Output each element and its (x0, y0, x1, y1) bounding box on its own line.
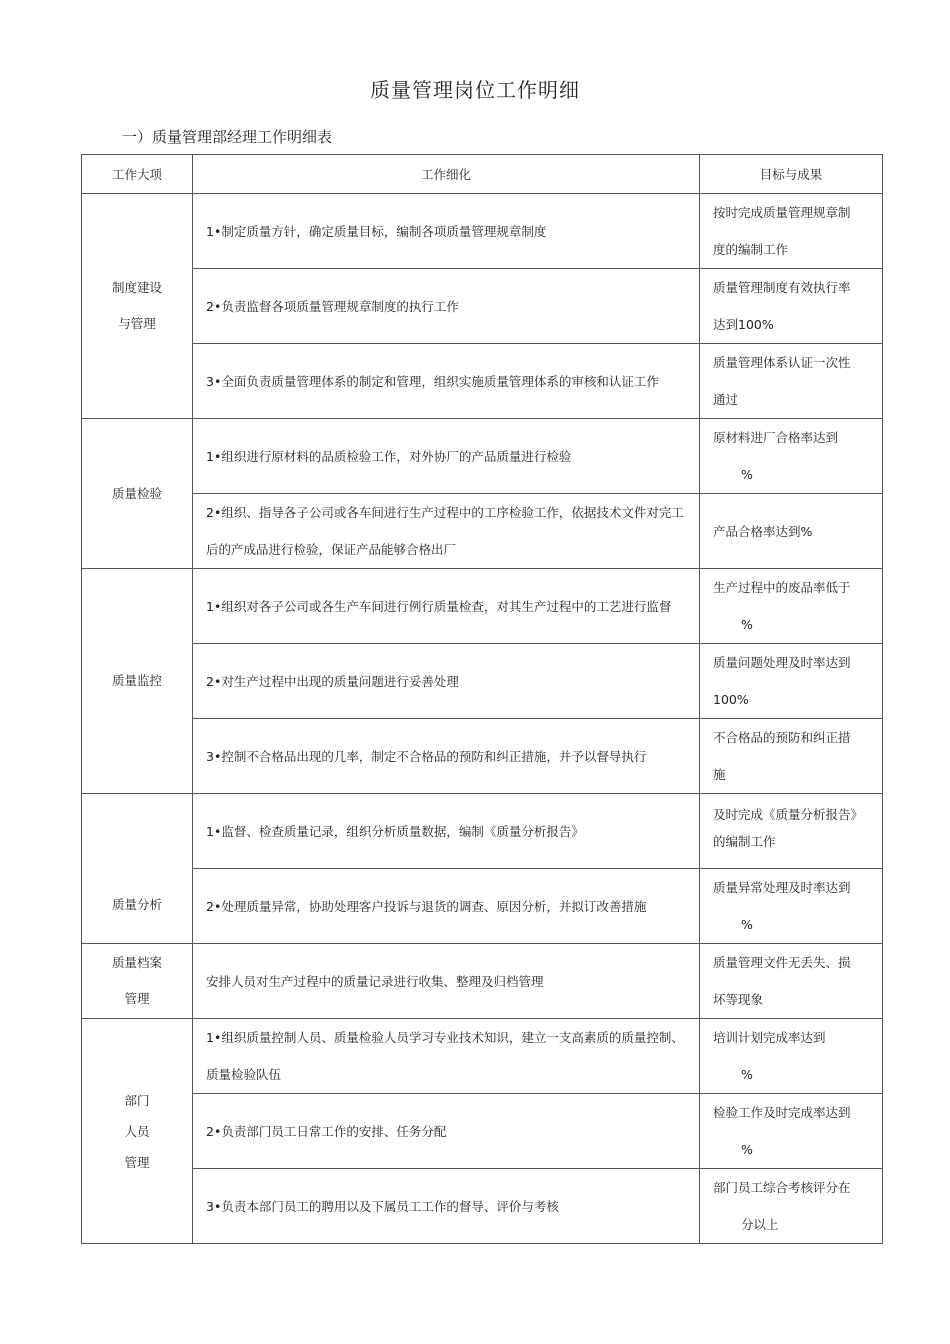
category-cell (82, 569, 193, 794)
result-line: % (741, 467, 753, 482)
result-line: 质量管理文件无丢失、损 (713, 955, 851, 970)
category-cell (82, 944, 193, 1019)
detail-cell: 2•组织、指导各子公司或各车间进行生产过程中的工序检验工作，依据技术文件对完工后的产成品进行检验，保证产品能够合格出厂 (193, 494, 700, 569)
table-row (82, 344, 883, 419)
category-line: 质量检验 (111, 485, 162, 501)
result-line: % (741, 617, 753, 632)
detail-cell: 1•组织对各子公司或各生产车间进行例行质量检查，对其生产过程中的工艺进行监督 (193, 569, 700, 644)
result-line: 不合格品的预防和纠正措 (713, 730, 851, 745)
result-line: 施 (713, 767, 726, 782)
result-line: 达到100% (713, 317, 774, 332)
category-cell (82, 194, 193, 419)
table-header-row (82, 155, 883, 194)
category-line: 管理 (124, 1154, 150, 1170)
detail-cell: 1•组织进行原材料的品质检验工作，对外协厂的产品质量进行检验 (193, 419, 700, 494)
result-line: 质量管理制度有效执行率 (713, 280, 851, 295)
table-row (82, 419, 883, 494)
category-line: 与管理 (118, 316, 156, 331)
category-line: 质量监控 (111, 673, 162, 688)
category-line: 部门 (124, 1092, 150, 1108)
result-line: 部门员工综合考核评分在 (713, 1180, 851, 1195)
result-cell (700, 344, 883, 419)
detail-cell: 2•负责监督各项质量管理规章制度的执行工作 (193, 269, 700, 344)
result-line: 检验工作及时完成率达到 (713, 1105, 851, 1120)
result-line: 原材料进厂合格率达到 (713, 430, 839, 445)
result-line: % (741, 1142, 753, 1157)
result-line: 及时完成《质量分析报告》 (713, 807, 864, 822)
header-detail: 工作细化 (193, 155, 700, 194)
category-line: 质量档案 (111, 955, 162, 970)
detail-cell: 1•制定质量方针，确定质量目标，编制各项质量管理规章制度 (193, 194, 700, 269)
result-line: 培训计划完成率达到 (713, 1030, 826, 1045)
detail-cell: 安排人员对生产过程中的质量记录进行收集、整理及归档管理 (193, 944, 700, 1019)
result-line: 按时完成质量管理规章制 (713, 205, 851, 220)
table-row (82, 794, 883, 869)
result-cell (700, 269, 883, 344)
result-cell (700, 419, 883, 494)
category-line: 人员 (124, 1123, 150, 1139)
table-row (82, 644, 883, 719)
table-row (82, 1169, 883, 1244)
table-row (82, 1094, 883, 1169)
table-row (82, 569, 883, 644)
job-detail-table (81, 154, 883, 1244)
section-subtitle: 一）质量管理部经理工作明细表 (122, 128, 333, 146)
result-cell (700, 1169, 883, 1244)
result-cell (700, 1019, 883, 1094)
result-line: 产品合格率达到% (713, 523, 813, 539)
category-line: 质量分析 (111, 897, 162, 912)
detail-cell: 3•负责本部门员工的聘用以及下属员工工作的督导、评价与考核 (193, 1169, 700, 1244)
detail-cell: 2•处理质量异常，协助处理客户投诉与退货的调查、原因分析，并拟订改善措施 (193, 869, 700, 944)
result-cell (700, 569, 883, 644)
result-cell (700, 194, 883, 269)
category-cell (82, 794, 193, 944)
table-row (82, 719, 883, 794)
table-row (82, 194, 883, 269)
result-line: % (741, 917, 753, 932)
table-row (82, 1019, 883, 1094)
detail-cell: 3•控制不合格品出现的几率，制定不合格品的预防和纠正措施，并予以督导执行 (193, 719, 700, 794)
detail-cell: 2•对生产过程中出现的质量问题进行妥善处理 (193, 644, 700, 719)
result-line: % (741, 1067, 753, 1082)
result-cell (700, 869, 883, 944)
category-cell (82, 1019, 193, 1244)
result-line: 质量问题处理及时率达到 (713, 655, 851, 670)
result-line: 坏等现象 (713, 992, 764, 1007)
category-cell (82, 419, 193, 569)
result-line: 通过 (713, 392, 739, 407)
table-row (82, 944, 883, 1019)
page-title: 质量管理岗位工作明细 (370, 78, 580, 102)
table-row (82, 869, 883, 944)
category-line: 制度建设 (111, 280, 162, 295)
result-cell (700, 944, 883, 1019)
detail-cell: 3•全面负责质量管理体系的制定和管理，组织实施质量管理体系的审核和认证工作 (193, 344, 700, 419)
result-line: 分以上 (741, 1217, 779, 1232)
result-line: 质量管理体系认证一次性 (713, 355, 851, 370)
detail-cell: 1•监督、检查质量记录，组织分析质量数据，编制《质量分析报告》 (193, 794, 700, 869)
result-cell (700, 719, 883, 794)
result-line: 度的编制工作 (713, 242, 789, 257)
header-result: 目标与成果 (700, 155, 883, 194)
result-line: 生产过程中的废品率低于 (713, 580, 851, 595)
result-cell (700, 1094, 883, 1169)
result-cell (700, 494, 883, 569)
category-line: 管理 (124, 991, 150, 1006)
result-line: 的编制工作 (713, 834, 776, 849)
table-row (82, 269, 883, 344)
table-row (82, 494, 883, 569)
header-category: 工作大项 (82, 155, 193, 194)
detail-cell: 2•负责部门员工日常工作的安排、任务分配 (193, 1094, 700, 1169)
result-line: 100% (713, 692, 749, 707)
result-cell (700, 644, 883, 719)
result-cell (700, 794, 883, 869)
detail-cell: 1•组织质量控制人员、质量检验人员学习专业技术知识，建立一支高素质的质量控制、质量检验队伍 (193, 1019, 700, 1094)
result-line: 质量异常处理及时率达到 (713, 880, 851, 895)
